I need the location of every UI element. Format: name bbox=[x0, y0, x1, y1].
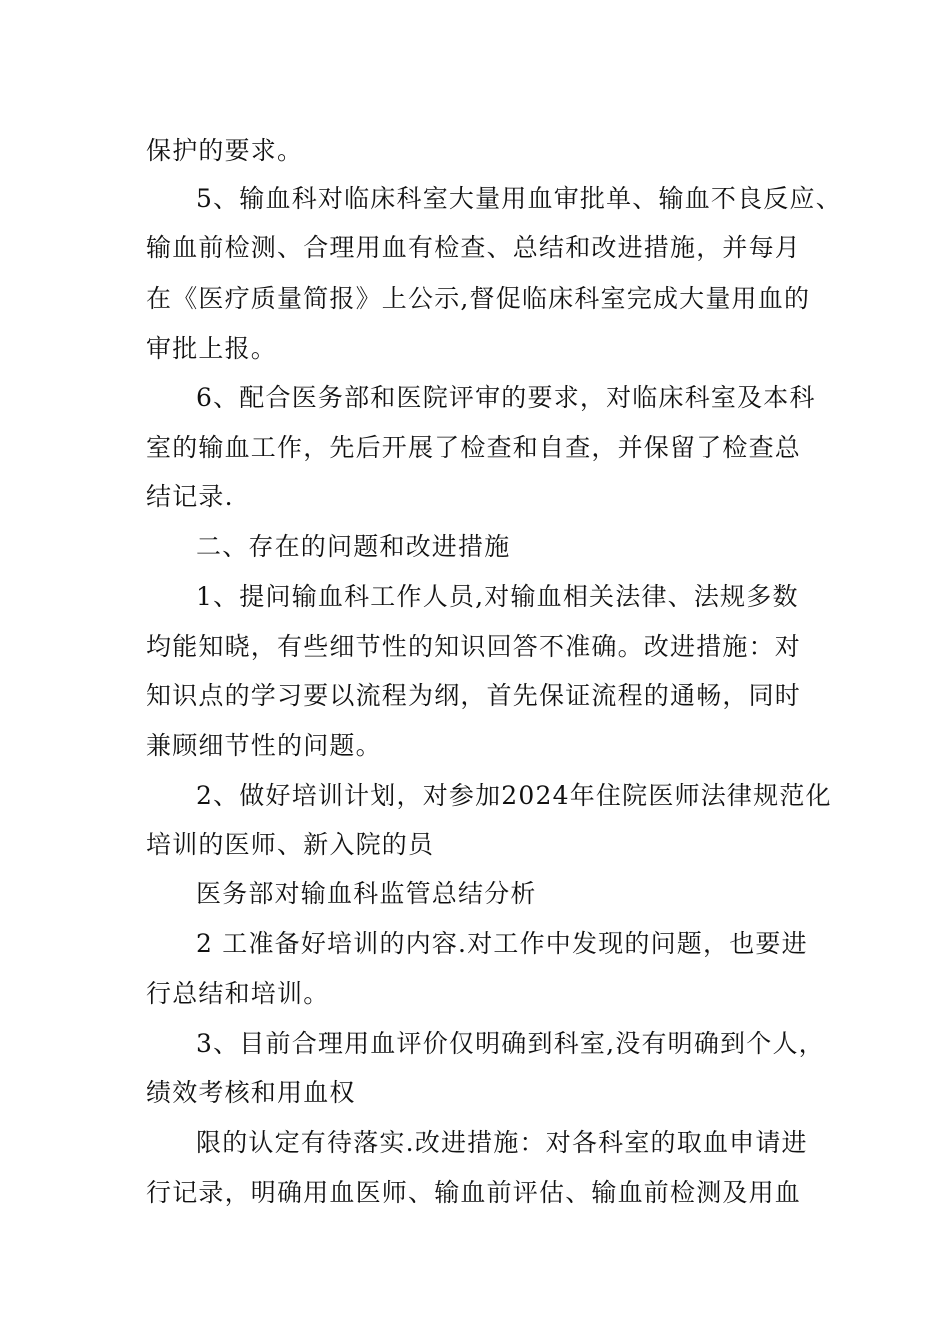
text-line: 室的输血工作，先后开展了检查和自查，并保留了检查总 bbox=[146, 433, 802, 462]
section-heading: 二、存在的问题和改进措施 bbox=[196, 532, 511, 561]
text-line: 输血前检测、合理用血有检查、总结和改进措施，并每月 bbox=[146, 233, 802, 262]
text-line: 结记录. bbox=[146, 482, 234, 511]
text-line: 保护的要求。 bbox=[146, 136, 304, 165]
text-line: 知识点的学习要以流程为纲，首先保证流程的通畅，同时 bbox=[146, 681, 802, 710]
text-line: 6、配合医务部和医院评审的要求，对临床科室及本科 bbox=[196, 383, 816, 412]
text-line: 限的认定有待落实.改进措施：对各科室的取血申请进 bbox=[196, 1128, 808, 1157]
text-line: 绩效考核和用血权 bbox=[146, 1078, 356, 1107]
text-line: 行总结和培训。 bbox=[146, 979, 330, 1008]
text-line: 均能知晓，有些细节性的知识回答不准确。改进措施：对 bbox=[146, 632, 802, 661]
text-line: 1、提问输血科工作人员,对输血相关法律、法规多数 bbox=[196, 582, 799, 611]
text-line: 2、做好培训计划，对参加2024年住院医师法律规范化 bbox=[196, 781, 832, 810]
text-line: 5、输血科对临床科室大量用血审批单、输血不良反应、 bbox=[196, 184, 842, 213]
text-line: 3、目前合理用血评价仅明确到科室,没有明确到个人， bbox=[196, 1029, 825, 1058]
text-line: 在《医疗质量简报》上公示,督促临床科室完成大量用血的 bbox=[146, 284, 811, 313]
text-line: 医务部对输血科监管总结分析 bbox=[196, 879, 537, 908]
text-line: 2 工准备好培训的内容.对工作中发现的问题，也要进 bbox=[196, 929, 808, 958]
text-line: 兼顾细节性的问题。 bbox=[146, 731, 382, 760]
text-line: 培训的医师、新入院的员 bbox=[146, 830, 435, 859]
text-line: 审批上报。 bbox=[146, 334, 278, 363]
text-line: 行记录，明确用血医师、输血前评估、输血前检测及用血 bbox=[146, 1178, 802, 1207]
